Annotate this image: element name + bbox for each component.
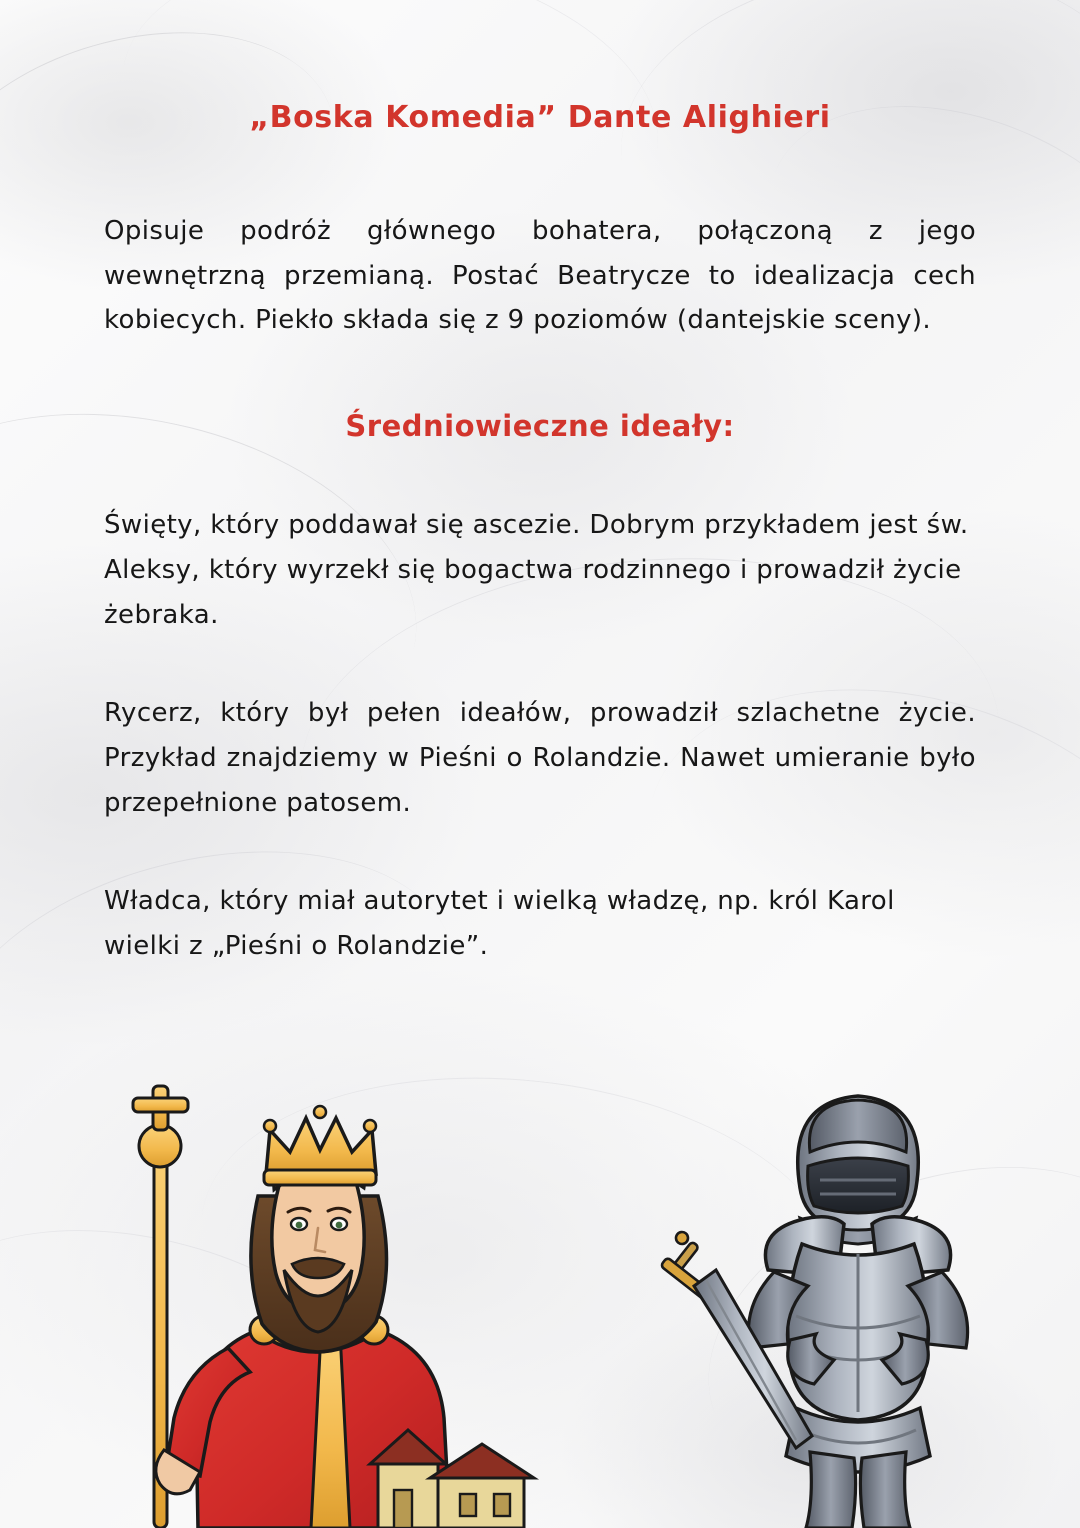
king-illustration (78, 1078, 578, 1528)
section-heading: Średniowieczne ideały: (345, 409, 735, 444)
ideal-paragraph-saint: Święty, który poddawał się ascezie. Dobrym przykładem jest św. Aleksy, który wyrzekł się bogactwa rodzinnego i prowadził życie żebraka. (104, 510, 969, 630)
crown-icon (264, 1106, 376, 1185)
visor (808, 1158, 909, 1213)
ideal-paragraph-ruler: Władca, który miał autorytet i wielką władzę, np. król Karol wielki z „Pieśni o Rolandzie”. (104, 886, 895, 962)
church-model-icon (370, 1430, 534, 1528)
knight-illustration (650, 1048, 1070, 1528)
intro-paragraph: Opisuje podróż głównego bohatera, połączoną z jego wewnętrzną przemianą. Postać Beatrycze to idealizacja cech kobiecych. Piekło składa się z 9 poziomów (dantejskie sceny). (104, 216, 976, 336)
page-title: „Boska Komedia” Dante Alighieri (249, 100, 831, 135)
king-face (272, 1173, 364, 1312)
ideal-paragraph-knight: Rycerz, który był pełen ideałów, prowadził szlachetne życie. Przykład znajdziemy w Pieśni o Rolandzie. Nawet umieranie było przepełnione patosem. (104, 698, 976, 818)
